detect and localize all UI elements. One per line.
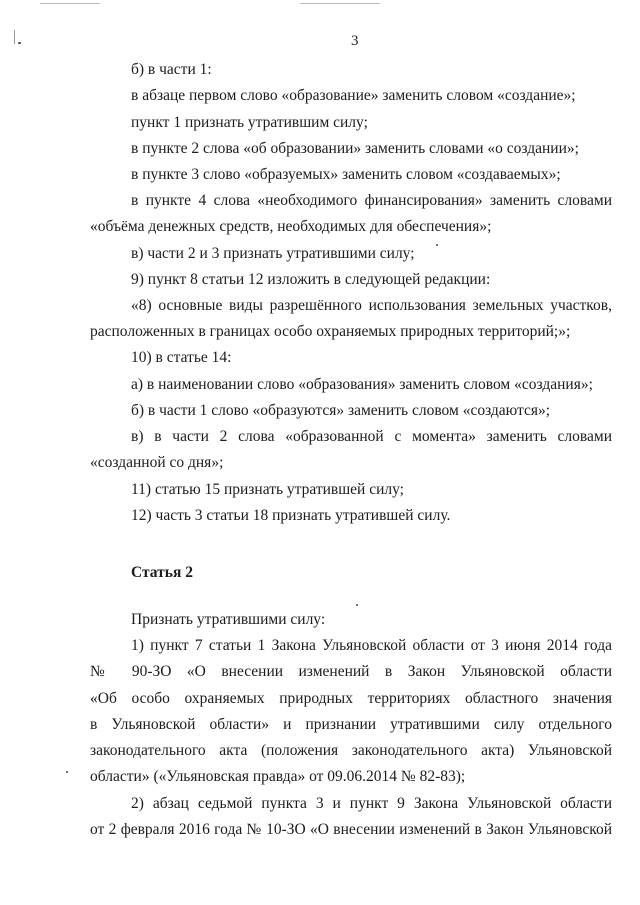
- scan-speck: [66, 771, 68, 773]
- text-line: 12) часть 3 статьи 18 признать утратившей силу.: [131, 507, 451, 524]
- page-number: 3: [351, 33, 359, 49]
- text-line: б) в части 1 слово «образуются» заменить словом «создаются»;: [131, 402, 551, 419]
- scan-edge-mark: [14, 30, 15, 44]
- text-line: в пункте 2 слова «об образовании» заменить словами «о создании»;: [131, 140, 579, 157]
- text-line: 1) пункт 7 статьи 1 Закона Ульяновской области от 3 июня 2014 года: [131, 637, 612, 654]
- text-line: а) в наименовании слово «образования» заменить словом «создания»;: [131, 376, 593, 393]
- text-line: Признать утратившими силу:: [131, 611, 326, 628]
- text-line: в) в части 2 слова «образованной с момента» заменить словами: [131, 428, 612, 445]
- text-line: в пункте 3 слово «образуемых» заменить словом «создаваемых»;: [131, 166, 561, 183]
- scan-speck: [18, 42, 21, 44]
- text-line: «Об особо охраняемых природных территориях областного значения: [90, 690, 612, 707]
- text-line: законодательного акта (положения законодательного акта) Ульяновской: [90, 742, 612, 759]
- text-line: 11) статью 15 признать утратившей силу;: [131, 481, 404, 498]
- text-line: «8) основные виды разрешённого использования земельных участков,: [131, 297, 612, 314]
- article-heading: Статья 2: [131, 564, 193, 581]
- text-line: в пункте 4 слова «необходимого финансирования» заменить словами: [131, 192, 612, 209]
- text-line: в абзаце первом слово «образование» заменить словом «создание»;: [131, 87, 576, 104]
- text-line: в Ульяновской области» и признании утратившими силу отдельного: [90, 716, 612, 733]
- text-line: б) в части 1:: [131, 61, 212, 78]
- scan-speck: [356, 604, 358, 606]
- text-line: от 2 февраля 2016 года № 10-ЗО «О внесении изменений в Закон Ульяновской: [90, 821, 612, 838]
- text-line: расположенных в границах особо охраняемых природных территорий;»;: [90, 323, 571, 340]
- scan-edge-mark: [300, 3, 380, 4]
- text-line: № 90-ЗО «О внесении изменений в Закон Ульяновской области: [90, 663, 612, 680]
- scan-edge-mark: [40, 3, 100, 4]
- text-line: области» («Ульяновская правда» от 09.06.2014 № 82-83);: [90, 768, 466, 785]
- text-line: «объёма денежных средств, необходимых для обеспечения»;: [90, 218, 492, 235]
- text-line: «созданной со дня»;: [90, 454, 224, 471]
- text-line: в) части 2 и 3 признать утратившими силу;: [131, 245, 415, 262]
- text-line: 2) абзац седьмой пункта 3 и пункт 9 Закона Ульяновской области: [131, 795, 612, 812]
- text-line: 10) в статье 14:: [131, 349, 232, 366]
- text-line: пункт 1 признать утратившим силу;: [131, 114, 368, 131]
- text-line: 9) пункт 8 статьи 12 изложить в следующей редакции:: [131, 271, 491, 288]
